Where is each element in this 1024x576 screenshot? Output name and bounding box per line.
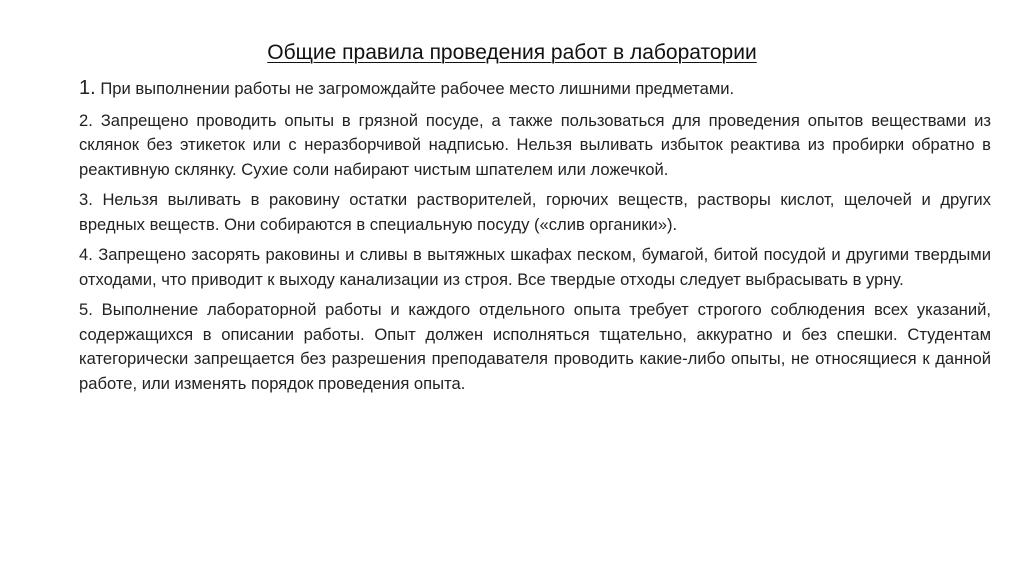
rule-number: 2. [79, 110, 93, 130]
rules-list [79, 76, 991, 396]
rule-number: 4. [79, 245, 93, 264]
rule-item-3 [79, 188, 991, 237]
rule-text: Нельзя выливать в раковину остатки растворителей, горючих веществ, растворы кислот, щелочей и других вредных веществ. Они собираются в специальную посуду («слив органики»). [79, 190, 991, 234]
rule-number: 1. [79, 77, 96, 99]
rule-text: Запрещено проводить опыты в грязной посуде, а также пользоваться для проведения опытов веществами из склянок без этикеток или с неразборчивой надписью. Нельзя выливать избыток реактива из пробирки обратно в реактивную склянку. Сухие соли набирают чистым шпателем или ложечкой. [79, 110, 991, 179]
rule-item-1 [79, 76, 991, 102]
slide-title: Общие правила проведения работ в лаборатории [267, 41, 757, 64]
rule-number: 5. [79, 300, 93, 319]
rule-item-5 [79, 298, 991, 396]
rule-number: 3. [79, 190, 93, 209]
rule-text: Выполнение лабораторной работы и каждого отдельного опыта требует строгого соблюдения всех указаний, содержащихся в описании работы. Опыт должен исполняться тщательно, аккуратно и без спешки. Студентам категорически запрещается без разрешения преподавателя проводить какие-либо опыты, не относящиеся к данной работе, или изменять порядок проведения опыта. [79, 300, 991, 393]
rule-text: При выполнении работы не загромождайте рабочее место лишними предметами. [100, 79, 735, 98]
rule-item-2 [79, 109, 991, 183]
rule-text: Запрещено засорять раковины и сливы в вытяжных шкафах песком, бумагой, битой посудой и другими твердыми отходами, что приводит к выходу канализации из строя. Все твердые отходы следует выбрасывать в урну. [79, 245, 991, 289]
rule-item-4 [79, 243, 991, 292]
